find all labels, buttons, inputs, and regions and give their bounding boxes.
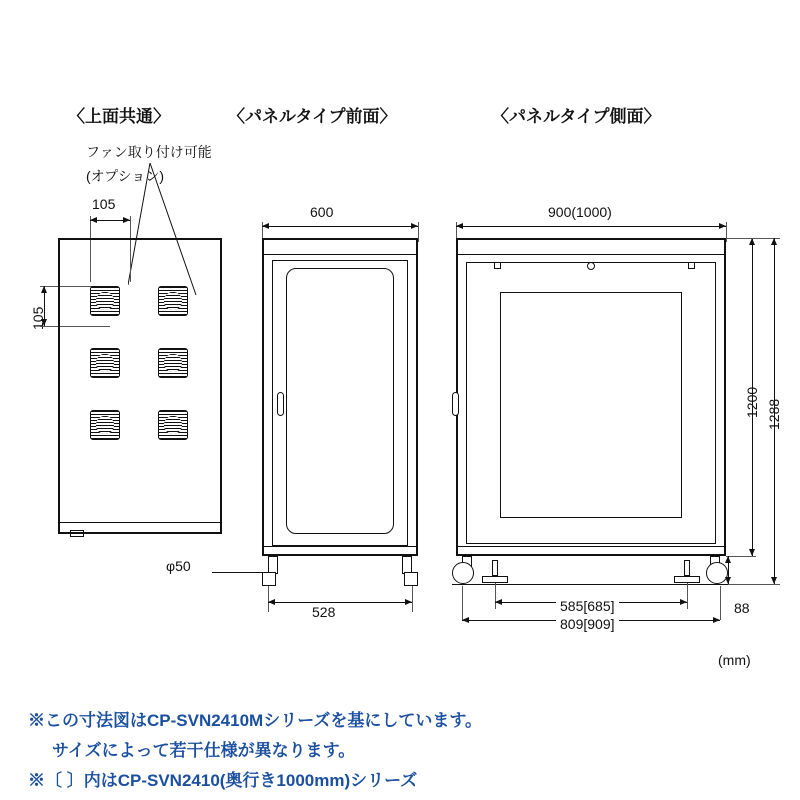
top-dim-h-arrow-left [90, 217, 97, 223]
side-foot-left-stem [492, 560, 498, 576]
side-dim-height-inner-label: 1200 [744, 386, 760, 418]
front-dim-width-line [262, 226, 418, 227]
side-1288-line [774, 238, 775, 584]
side-lock-icon [587, 262, 595, 270]
fan-grill-1 [90, 286, 120, 316]
side-dim-arrow-right [719, 223, 726, 229]
top-dim-h-arrow-right [123, 217, 130, 223]
side-dim-arrow-left [456, 223, 463, 229]
front-top-cap [263, 254, 417, 255]
front-door-glass [286, 268, 394, 534]
side-fitting-right [688, 262, 695, 269]
caster-diameter-label: φ50 [166, 558, 191, 574]
side-585-ext-right [687, 583, 688, 609]
side-809-arrow-right [713, 617, 720, 623]
side-1288-arrow-bottom [771, 577, 777, 584]
front-528-line [268, 602, 412, 603]
side-1200-arrow-bottom [749, 549, 755, 556]
front-caster-right [404, 572, 418, 586]
side-585-ext-left [495, 583, 496, 609]
side-809-ext-left [462, 586, 463, 620]
side-88-arrow-top [725, 556, 731, 563]
side-88-arrow-bottom [725, 577, 731, 584]
side-fitting-left [494, 262, 501, 269]
side-1288-arrow-top [771, 238, 777, 245]
fan-grill-6 [158, 410, 188, 440]
front-dim-base-width-label: 528 [312, 604, 336, 620]
side-585-arrow-left [495, 599, 502, 605]
fan-note-line2: (オプション) [86, 168, 165, 184]
side-door-handle[interactable] [452, 392, 459, 416]
front-dim-arrow-right [411, 223, 418, 229]
side-top-cap [457, 254, 725, 255]
side-dim-caster-height-label: 88 [734, 600, 750, 616]
top-view-rear-connector [70, 530, 84, 537]
side-foot-right-stem [684, 560, 690, 576]
front-dim-arrow-left [262, 223, 269, 229]
side-foot-left-pad [482, 576, 508, 583]
side-dim-foot-span-label: 585[685] [556, 598, 619, 614]
heading-side-view: 〈パネルタイプ側面〉 [492, 107, 661, 126]
side-dim-depth-line [456, 226, 726, 227]
front-528-arrow-right [405, 599, 412, 605]
top-dim-v-arrow-bottom [41, 319, 47, 326]
side-plinth-top [456, 546, 726, 547]
note-line-1: ※この寸法図はCP-SVN2410Mシリーズを基にしています。 [28, 711, 483, 730]
front-528-ext-right [412, 586, 413, 612]
fan-grill-2 [158, 286, 188, 316]
side-dim-depth-label: 900(1000) [548, 204, 612, 220]
caster-leader-line [212, 572, 262, 573]
front-plinth-top [262, 546, 418, 547]
heading-front-view: 〈パネルタイプ前面〉 [228, 107, 397, 126]
top-view-cabinet [58, 238, 222, 534]
top-dim-v-arrow-top [41, 286, 47, 293]
fan-note-line1: ファン取り付け可能 [86, 144, 212, 160]
side-dim-height-outer-label: 1288 [766, 398, 782, 430]
front-528-arrow-left [268, 599, 275, 605]
side-809-ext-right [720, 586, 721, 620]
side-caster-left [452, 562, 474, 584]
front-dim-ext-right [418, 222, 419, 242]
heading-top-view: 〈上面共通〉 [68, 107, 170, 126]
fan-grill-3 [90, 348, 120, 378]
unit-label: (mm) [718, 652, 751, 668]
front-dim-width-label: 600 [310, 204, 334, 220]
side-dim-base-depth-label: 809[909] [556, 616, 619, 632]
side-dim-ext-right [726, 222, 727, 242]
side-1200-line [752, 238, 753, 556]
top-view-rear-lip [59, 522, 221, 523]
side-panel-inner [500, 292, 682, 518]
front-caster-left [262, 572, 276, 586]
fan-grill-4 [158, 348, 188, 378]
front-door-handle[interactable] [277, 392, 284, 416]
side-1200-ext-bottom [726, 556, 756, 557]
side-foot-right-pad [674, 576, 700, 583]
top-dim-horizontal-label: 105 [92, 196, 116, 212]
side-1200-arrow-top [749, 238, 755, 245]
fan-grill-5 [90, 410, 120, 440]
side-1288-ext-bottom [728, 584, 780, 585]
side-585-arrow-right [680, 599, 687, 605]
side-809-arrow-left [462, 617, 469, 623]
top-dim-vertical-label: 105 [30, 306, 46, 330]
note-line-3: ※〔 〕内はCP-SVN2410(奥行き1000mm)シリーズ [28, 771, 418, 790]
note-line-2: サイズによって若干仕様が異なります。 [52, 741, 356, 760]
